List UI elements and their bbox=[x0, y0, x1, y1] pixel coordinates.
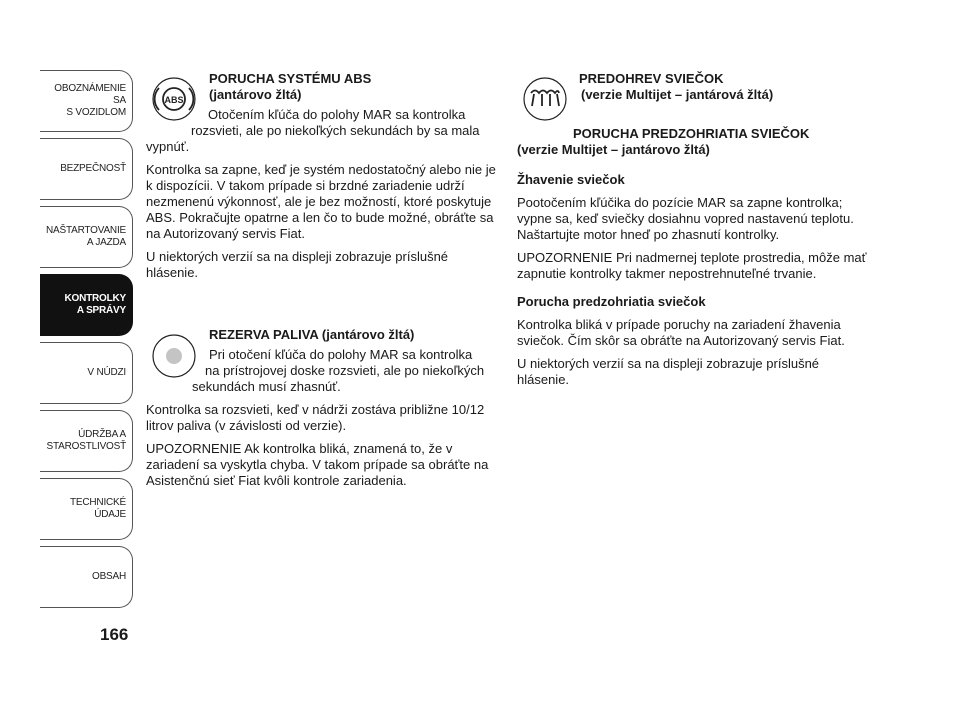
page-number: 166 bbox=[100, 625, 129, 644]
chapter-sidebar bbox=[40, 70, 133, 614]
glow-title: PREDOHREV SVIEČOK bbox=[579, 71, 724, 86]
glow-paragraph-4: U niektorých verzií sa na displeji zobrazuje príslušné hlásenie. bbox=[517, 356, 820, 387]
abs-title: PORUCHA SYSTÉMU ABS bbox=[209, 71, 372, 86]
glow-paragraph-1: Pootočením kľúčika do pozície MAR sa zapne kontrolka; vypne sa, keď sviečky dosiahnu vopred nastavenú teplotu. Naštartujte motor hneď po zhasnutí kontrolky. bbox=[517, 195, 854, 242]
glow-paragraph-3: Kontrolka bliká v prípade poruchy na zariadení žhavenia sviečok. Čím skôr sa obráťte na Autorizovaný servis Fiat. bbox=[517, 317, 845, 348]
glow-fault-title: PORUCHA PREDZOHRIATIA SVIEČOK bbox=[573, 126, 810, 141]
glow-subheading-1: Žhavenie sviečok bbox=[517, 172, 625, 187]
tab-label: V NÚDZI bbox=[87, 367, 126, 378]
fuel-paragraph-1b: na prístrojovej doske rozsvieti, ale po niekoľkých bbox=[205, 363, 485, 378]
abs-icon-text: ABS bbox=[164, 95, 184, 105]
abs-subtitle: (jantárovo žltá) bbox=[209, 87, 302, 102]
tab-label: KONTROLKY bbox=[64, 293, 126, 304]
fuel-title: REZERVA PALIVA (jantárovo žltá) bbox=[209, 327, 415, 342]
glow-fault-subtitle: (verzie Multijet – jantárovo žltá) bbox=[517, 142, 710, 157]
abs-paragraph-1a: Otočením kľúča do polohy MAR sa kontrolka bbox=[208, 107, 466, 122]
tab-oboznamenie[interactable] bbox=[40, 70, 133, 132]
tab-technicke[interactable] bbox=[40, 478, 133, 540]
fuel-paragraph-1a: Pri otočení kľúča do polohy MAR sa kontrolka bbox=[209, 347, 473, 362]
abs-paragraph-1b: rozsvieti, ale po niekoľkých sekundách by sa mala bbox=[191, 123, 480, 138]
glow-paragraph-2: UPOZORNENIE Pri nadmernej teplote prostredia, môže mať zapnutie kontrolky takmer nepostrehnuteľné trvanie. bbox=[517, 250, 867, 281]
tab-label: A JAZDA bbox=[86, 237, 126, 248]
glow-subheading-2: Porucha predzohriatia sviečok bbox=[517, 294, 706, 309]
tab-obsah[interactable] bbox=[40, 546, 133, 608]
glow-section bbox=[517, 71, 877, 395]
tab-v-nudzi[interactable] bbox=[40, 342, 133, 404]
abs-paragraph-3: U niektorých verzií sa na displeji zobrazuje príslušné hlásenie. bbox=[146, 249, 449, 280]
abs-section bbox=[146, 71, 496, 288]
tab-label: NAŠTARTOVANIE bbox=[45, 225, 126, 236]
tab-label: ÚDAJE bbox=[94, 509, 126, 520]
tab-label: S VOZIDLOM bbox=[66, 107, 126, 118]
tab-nastartovanie[interactable] bbox=[40, 206, 133, 268]
tab-label: OBSAH bbox=[91, 571, 126, 582]
tab-label: STAROSTLIVOSŤ bbox=[46, 441, 126, 452]
tab-kontrolky[interactable] bbox=[40, 274, 133, 336]
tab-label: OBOZNÁMENIE SA bbox=[54, 83, 126, 106]
tab-label: ÚDRŽBA A bbox=[78, 429, 126, 440]
abs-paragraph-2: Kontrolka sa zapne, keď je systém nedostatočný alebo nie je k dispozícii. V takom prípade si brzdné zariadenie udrží nezmenenú výkonnosť, ale je bez možností, ktoré poskytuje ABS. Pokračujte opatrne a len čo to bude možné, obráťte sa na Autorizovaný servis Fiat. bbox=[146, 162, 496, 241]
abs-paragraph-1c: vypnúť. bbox=[146, 139, 190, 154]
tab-label: BEZPEČNOSŤ bbox=[60, 163, 126, 174]
tab-udrzba[interactable] bbox=[40, 410, 133, 472]
tab-label: A SPRÁVY bbox=[76, 305, 126, 316]
fuel-section bbox=[146, 327, 501, 496]
fuel-paragraph-1c: sekundách musí zhasnúť. bbox=[192, 379, 341, 394]
fuel-paragraph-3: UPOZORNENIE Ak kontrolka bliká, znamená to, že v zariadení sa vyskytla chyba. V takom prípade sa obráťte na Asistenčnú sieť Fiat kvôli kontrole zariadenia. bbox=[146, 441, 489, 488]
glow-subtitle: (verzie Multijet – jantárová žltá) bbox=[581, 87, 774, 102]
fuel-paragraph-2: Kontrolka sa rozsvieti, keď v nádrži zostáva približne 10/12 litrov paliva (v závislosti od verzie). bbox=[146, 402, 485, 433]
tab-bezpecnost[interactable] bbox=[40, 138, 133, 200]
tab-label: TECHNICKÉ bbox=[70, 497, 126, 508]
